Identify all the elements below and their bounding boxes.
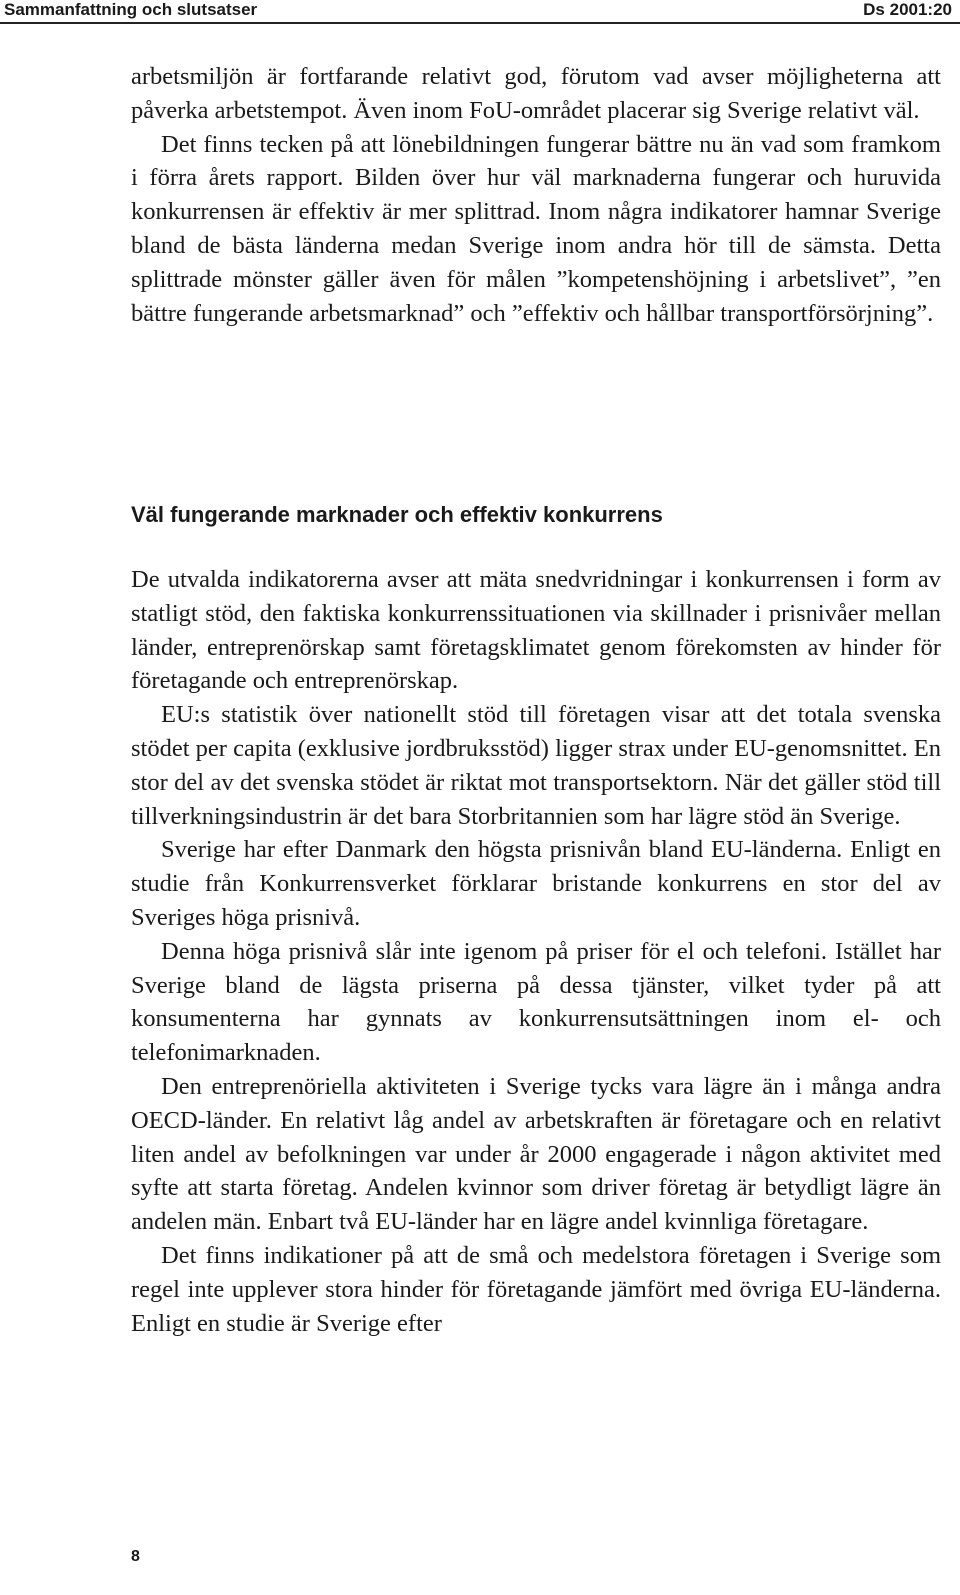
page-number: 8 xyxy=(131,1548,140,1565)
paragraph: arbetsmiljön är fortfarande relativt god, förutom vad avser möjligheterna att påverka arbetstempot. Även inom FoU-området placerar sig Sverige relativt väl. xyxy=(131,63,941,124)
paragraph: Denna höga prisnivå slår inte igenom på priser för el och telefoni. Istället har Sverige bland de lägsta priserna på dessa tjänster, vilket tyder på att konsumenterna har gynnats av konkurrensutsättningen inom el- och telefonimarknaden. xyxy=(131,937,941,1067)
running-header xyxy=(0,0,960,24)
section-body xyxy=(131,563,941,1340)
header-document-id: Ds 2001:20 xyxy=(863,0,952,19)
paragraph: Den entreprenöriella aktiviteten i Sverige tycks vara lägre än i många andra OECD-länder. En relativt låg andel av arbetskraften är företagare och en relativt liten andel av befolkningen var under år 2000 engagerade i någon aktivitet med syfte att starta företag. Andelen kvinnor som driver företag är betydligt lägre än andelen män. Enbart två EU-länder har en lägre andel kvinnliga företagare. xyxy=(131,1072,941,1236)
paragraph: Det finns indikationer på att de små och medelstora företagen i Sverige som regel inte upplever stora hinder för företagande jämfört med övriga EU-länderna. Enligt en studie är Sverige efter xyxy=(131,1241,941,1337)
header-section-title: Sammanfattning och slutsatser xyxy=(4,0,258,19)
paragraph: Sverige har efter Danmark den högsta prisnivån bland EU-länderna. Enligt en studie från Konkurrensverket förklarar bristande konkurrens en stor del av Sveriges höga prisnivå. xyxy=(131,836,941,931)
paragraph: EU:s statistik över nationellt stöd till företagen visar att det totala svenska stödet per capita (exklusive jordbruksstöd) ligger strax under EU-genomsnittet. En stor del av det svenska stödet är riktat mot transportsektorn. När det gäller stöd till tillverkningsindustrin är det bara Storbritannien som har lägre stöd än Sverige. xyxy=(131,701,941,830)
paragraph: De utvalda indikatorerna avser att mäta snedvridningar i konkurrensen i form av statligt stöd, den faktiska konkurrenssituationen via skillnader i prisnivåer mellan länder, entreprenörskap samt företagsklimatet genom förekomsten av hinder för företagande och entreprenörskap. xyxy=(131,566,941,695)
section-heading: Väl fungerande marknader och effektiv konkurrens xyxy=(131,502,663,527)
intro-text xyxy=(131,60,941,330)
paragraph: Det finns tecken på att lönebildningen fungerar bättre nu än vad som framkom i förra årets rapport. Bilden över hur väl marknaderna fungerar och huruvida konkurrensen är effektiv är mer splittrad. Inom några indikatorer hamnar Sverige bland de bästa länderna medan Sverige inom andra hör till de sämsta. Detta splittrade mönster gäller även för målen ”kompetenshöjning i arbetslivet”, ”en bättre fungerande arbetsmarknad” och ”effektiv och hållbar transportförsörjning”. xyxy=(131,130,941,327)
